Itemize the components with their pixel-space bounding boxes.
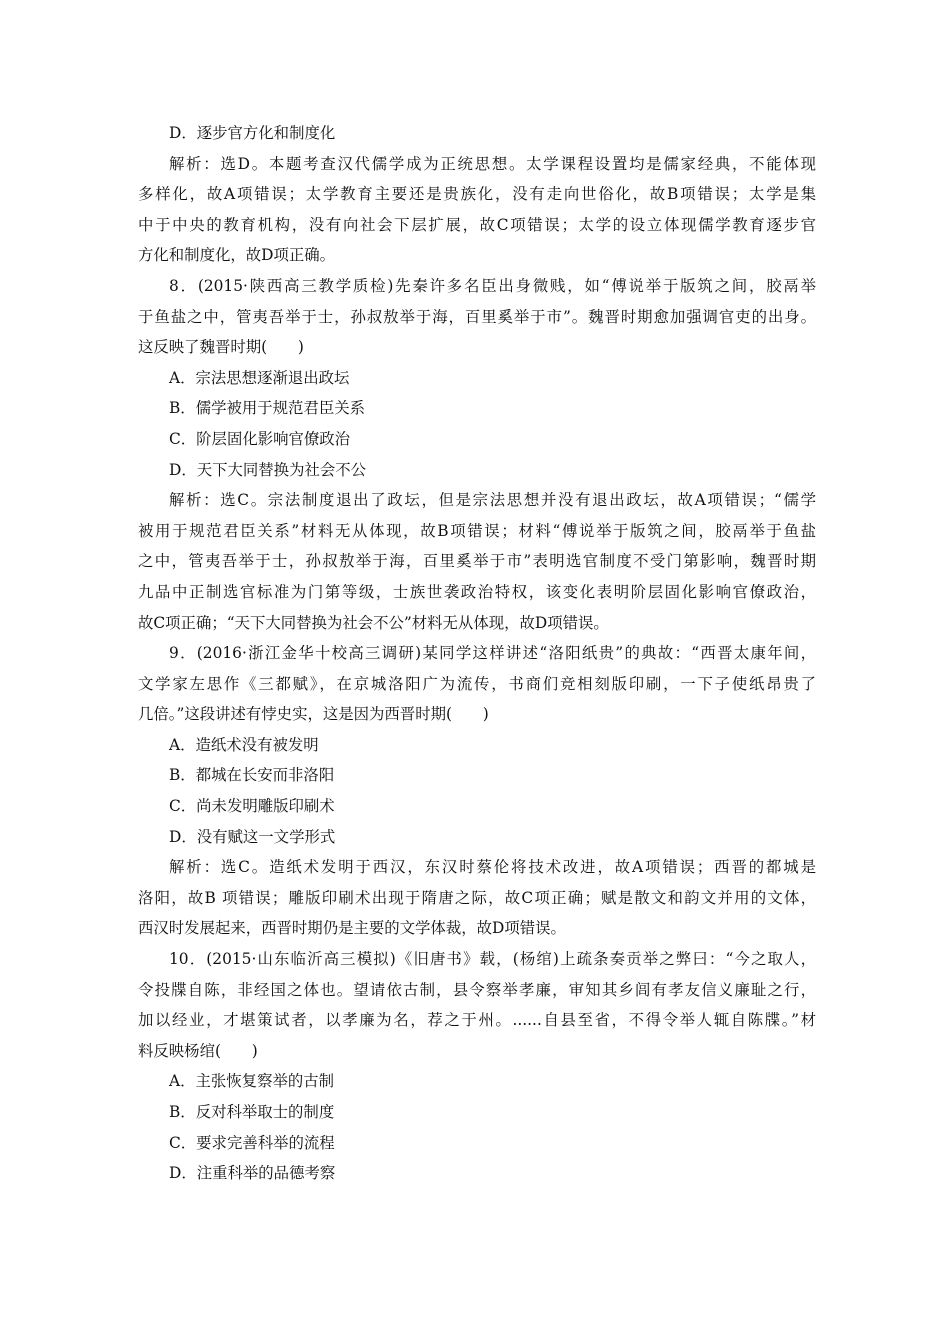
- text-line: 西汉时发展起来，西晋时期仍是主要的文学体裁，故D项错误。: [138, 919, 566, 938]
- text-line: C．尚未发明雕版印刷术: [169, 797, 335, 816]
- text-line: A．造纸术没有被发明: [169, 735, 319, 754]
- text-line: 多样化，故A项错误；太学教育主要还是贵族化，没有走向世俗化，故B项错误；太学是集: [138, 185, 816, 204]
- text-line: D．逐步官方化和制度化: [169, 124, 336, 142]
- text-line: 方化和制度化，故D项正确。: [138, 246, 336, 265]
- text-line: A．主张恢复察举的古制: [169, 1072, 335, 1091]
- text-line: D．没有赋这一文学形式: [169, 827, 336, 846]
- text-line: 洛阳，故B 项错误；雕版印刷术出现于隋唐之际，故C项正确；赋是散文和韵文并用的文体，: [138, 888, 816, 907]
- text-line: B．反对科举取士的制度: [169, 1103, 335, 1121]
- text-line: B．儒学被用于规范君臣关系: [169, 399, 365, 418]
- text-line: 解析：选C。宗法制度退出了政坛，但是宗法思想并没有退出政坛，故A项错误；“儒学: [169, 491, 816, 510]
- text-line: 被用于规范君臣关系”材料无从体现，故B项错误；材料“傅说举于版筑之间，胶鬲举于鱼盐: [138, 521, 816, 540]
- text-line: 解析：选C。造纸术发明于西汉，东汉时蔡伦将技术改进，故A项错误；西晋的都城是: [169, 858, 816, 877]
- text-line: 几倍。”这段讲述有悖史实，这是因为西晋时期( ): [138, 705, 489, 724]
- text-line: C．阶层固化影响官僚政治: [169, 429, 351, 448]
- text-line: 文学家左思作《三都赋》，在京城洛阳广为流传，书商们竞相刻版印刷，一下子使纸昂贵了: [138, 674, 816, 693]
- text-line: 解析：选D。本题考查汉代儒学成为正统思想。太学课程设置均是儒家经典，不能体现: [169, 154, 816, 173]
- text-line: 8．(2015·陕西高三教学质检)先秦许多名臣出身微贱，如“傅说举于版筑之间，胶鬲举: [169, 276, 816, 295]
- text-line: 加以经业，才堪策试者，以孝廉为名，荐之于州。......自县至省，不得令举人辄自陈牒。”材: [138, 1011, 816, 1030]
- text-line: 中于中央的教育机构，没有向社会下层扩展，故C项错误；太学的设立体现儒学教育逐步官: [138, 215, 816, 234]
- text-line: D．天下大同替换为社会不公: [169, 460, 367, 479]
- text-line: 故C项正确；“天下大同替换为社会不公”材料无从体现，故D项错误。: [138, 613, 609, 632]
- text-line: 料反映杨绾( ): [138, 1041, 258, 1060]
- text-line: D．注重科举的品德考察: [169, 1164, 336, 1183]
- text-line: B．都城在长安而非洛阳: [169, 766, 335, 785]
- text-line: 9．(2016·浙江金华十校高三调研)某同学这样讲述“洛阳纸贵”的典故：“西晋太康年间，: [169, 644, 816, 663]
- text-line: 10．(2015·山东临沂高三模拟)《旧唐书》载，(杨绾)上疏条奏贡举之弊曰：“今之取人，: [169, 950, 816, 969]
- text-line: 九品中正制选官标准为门第等级，士族世袭政治特权，该变化表明阶层固化影响官僚政治，: [138, 582, 816, 601]
- document-page: [138, 118, 816, 1189]
- text-line: 这反映了魏晋时期( ): [138, 338, 304, 357]
- text-line: A．宗法思想逐渐退出政坛: [169, 368, 350, 387]
- text-line: 之中，管夷吾举于士，孙叔敖举于海，百里奚举于市”表明选官制度不受门第影响，魏晋时期: [138, 552, 816, 571]
- text-line: 于鱼盐之中，管夷吾举于士，孙叔敖举于海，百里奚举于市”。魏晋时期愈加强调官吏的出身。: [138, 307, 816, 326]
- text-line: 令投牒自陈，非经国之体也。望请依古制，县令察举孝廉，审知其乡闾有孝友信义廉耻之行，: [138, 980, 816, 999]
- text-line: C．要求完善科举的流程: [169, 1133, 335, 1152]
